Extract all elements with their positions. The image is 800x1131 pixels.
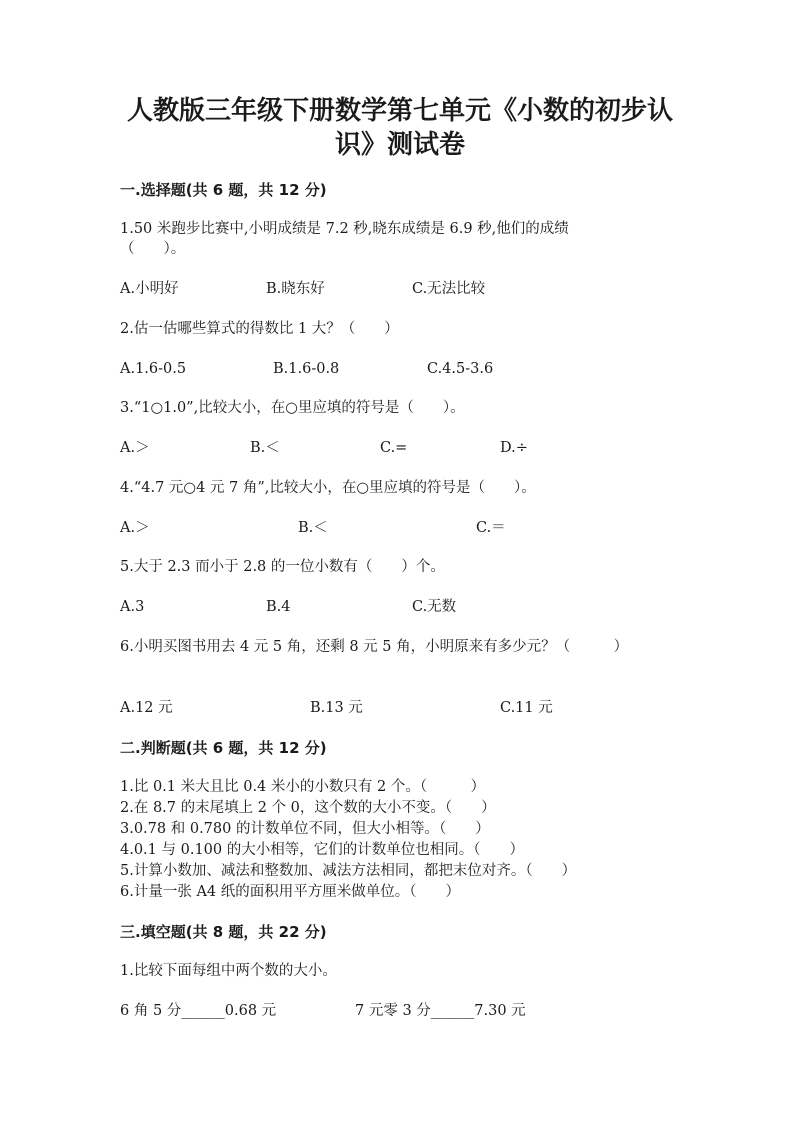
section-heading-choice: 一.选择题(共 6 题，共 12 分)	[120, 181, 327, 199]
question-5-option-c: C.无数	[412, 599, 457, 615]
judgement-item-6: 6.计量一张 A4 纸的面积用平方厘米做单位。（ ）	[120, 884, 460, 900]
question-5-option-b: B.4	[266, 599, 291, 615]
question-2-stem: 2.估一估哪些算式的得数比 1 大？（ ）	[120, 321, 399, 337]
question-1-option-b: B.晓东好	[266, 281, 325, 297]
question-6-stem: 6.小明买图书用去 4 元 5 角，还剩 8 元 5 角，小明原来有多少元？（ ）	[120, 639, 629, 655]
question-4-option-c: C.＝	[476, 520, 506, 536]
question-1-option-a: A.小明好	[120, 281, 179, 297]
judgement-item-1: 1.比 0.1 米大且比 0.4 米小的小数只有 2 个。（ ）	[120, 779, 486, 795]
question-1-stem-cont: （ ）。	[120, 241, 186, 257]
question-3-option-c: C.=	[380, 440, 408, 456]
question-3-option-a: A.＞	[120, 440, 150, 456]
question-6-option-b: B.13 元	[310, 700, 363, 716]
question-4-stem: 4.“4.7 元○4 元 7 角”,比较大小，在○里应填的符号是（ ）。	[120, 480, 536, 496]
fill-question-1-part-b: 7 元零 3 分______7.30 元	[355, 1003, 526, 1019]
question-3-option-b: B.＜	[250, 440, 280, 456]
section-heading-judgement: 二.判断题(共 6 题，共 12 分)	[120, 739, 327, 757]
question-1-option-c: C.无法比较	[412, 281, 486, 297]
question-5-stem: 5.大于 2.3 而小于 2.8 的一位小数有（ ）个。	[120, 559, 445, 575]
judgement-item-4: 4.0.1 与 0.100 的大小相等，它们的计数单位也相同。（ ）	[120, 842, 524, 858]
question-1-stem: 1.50 米跑步比赛中,小明成绩是 7.2 秒,晓东成绩是 6.9 秒,他们的成绩	[120, 221, 569, 237]
question-2-option-a: A.1.6-0.5	[120, 361, 187, 377]
judgement-item-3: 3.0.78 和 0.780 的计数单位不同，但大小相等。（ ）	[120, 821, 490, 837]
page-title-line-1: 人教版三年级下册数学第七单元《小数的初步认	[126, 96, 673, 126]
question-2-option-b: B.1.6-0.8	[273, 361, 340, 377]
judgement-item-2: 2.在 8.7 的末尾填上 2 个 0，这个数的大小不变。（ ）	[120, 800, 496, 816]
page-title-line-2: 识》测试卷	[334, 130, 465, 160]
fill-question-1-part-a: 6 角 5 分______0.68 元	[120, 1003, 277, 1019]
question-4-option-a: A.＞	[120, 520, 150, 536]
section-heading-fill-in: 三.填空题(共 8 题，共 22 分)	[120, 923, 327, 941]
fill-question-1-stem: 1.比较下面每组中两个数的大小。	[120, 963, 337, 979]
question-4-option-b: B.＜	[298, 520, 328, 536]
question-6-option-c: C.11 元	[500, 700, 553, 716]
judgement-item-5: 5.计算小数加、减法和整数加、减法方法相同，都把末位对齐。（ ）	[120, 863, 577, 879]
question-3-option-d: D.÷	[500, 440, 528, 456]
question-5-option-a: A.3	[120, 599, 145, 615]
question-3-stem: 3.“1○1.0”,比较大小，在○里应填的符号是（ ）。	[120, 400, 465, 416]
question-6-option-a: A.12 元	[120, 700, 173, 716]
question-2-option-c: C.4.5-3.6	[427, 361, 494, 377]
